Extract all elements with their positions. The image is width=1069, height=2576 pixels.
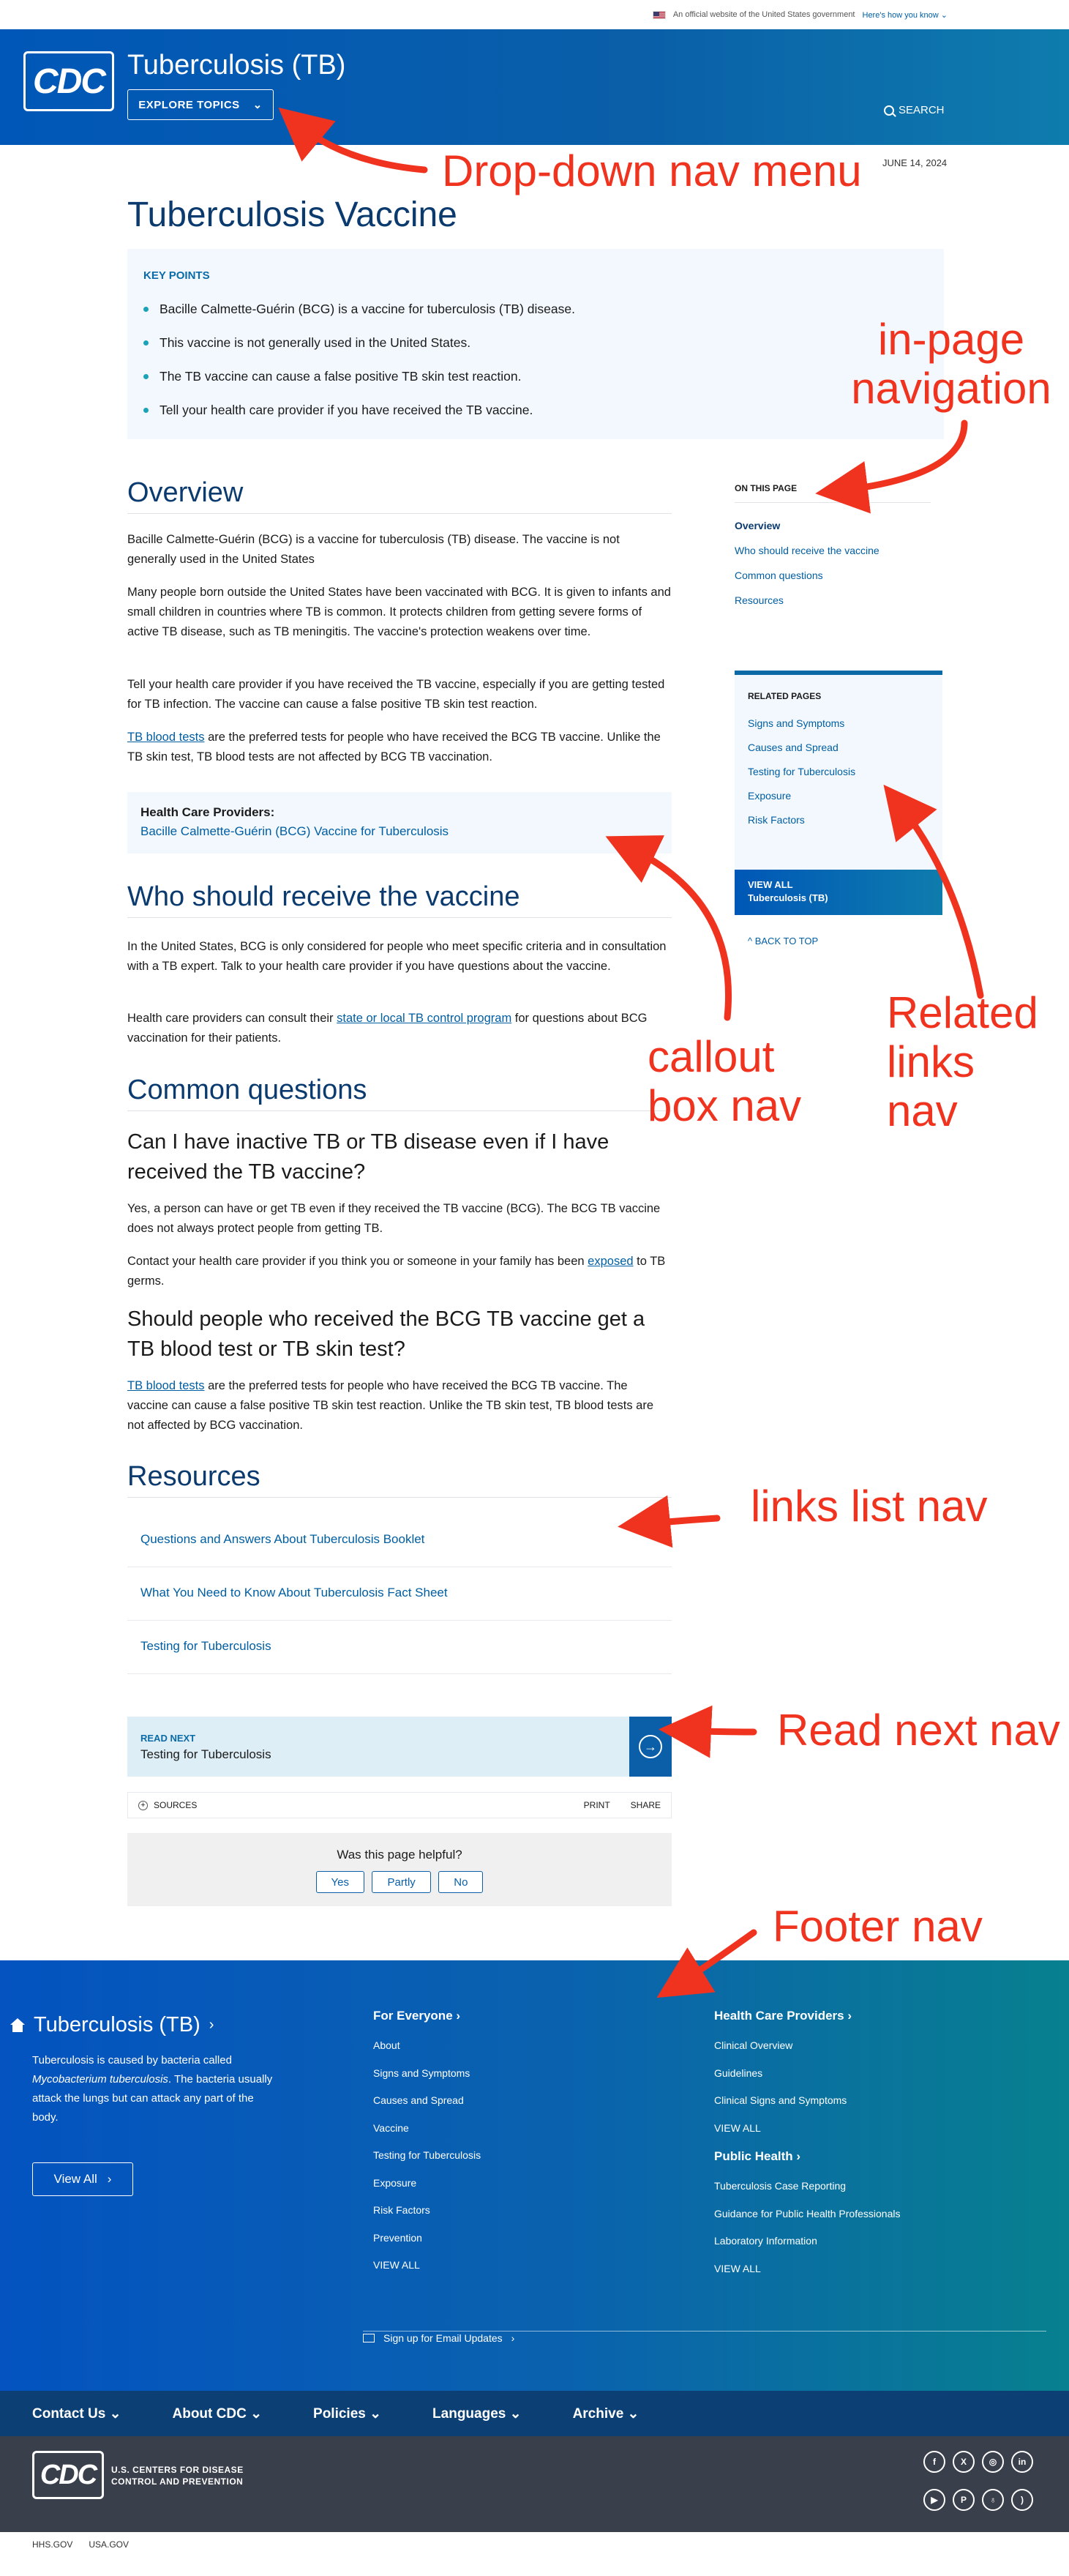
site-title[interactable]: Tuberculosis (TB) bbox=[127, 50, 346, 81]
question-1-paragraph-1: Yes, a person can have or get TB even if they received the TB vaccine (BCG). The BCG TB vaccine does not always protect people from getting TB. bbox=[127, 1202, 661, 1235]
gov-banner-text: An official website of the United States government bbox=[672, 10, 855, 19]
usa-gov-link[interactable]: USA.GOV bbox=[89, 2539, 130, 2550]
arrow-read-next bbox=[685, 1731, 754, 1732]
footer-link[interactable]: Guidelines bbox=[714, 2067, 763, 2079]
instagram-icon[interactable]: ◎ bbox=[982, 2451, 1004, 2473]
related-pages-heading: RELATED PAGES bbox=[748, 691, 822, 701]
footer-link[interactable]: Tuberculosis Case Reporting bbox=[714, 2180, 847, 2192]
footer-hcp-heading[interactable]: Health Care Providers › bbox=[714, 2009, 852, 2023]
footer-link[interactable]: Clinical Overview bbox=[714, 2039, 793, 2051]
common-questions-heading: Common questions bbox=[127, 1075, 672, 1111]
on-this-page-nav bbox=[735, 483, 931, 613]
overview-paragraph-2: Many people born outside the United States have been vaccinated with BCG. It is given to infants and small children in countries where TB is common. It protects children from getting severe forms of active TB disease, such as TB meningitis. The vaccine's protection weakens over time. bbox=[127, 586, 671, 638]
footer-link[interactable]: Testing for Tuberculosis bbox=[373, 2149, 481, 2161]
share-button[interactable]: SHARE bbox=[630, 1800, 661, 1810]
footer-nav-contact[interactable]: Contact Us ⌄ bbox=[32, 2405, 121, 2422]
arrow-right-circle-icon: → bbox=[639, 1735, 662, 1758]
home-icon bbox=[10, 2018, 25, 2033]
annotation-footer: Footer nav bbox=[773, 1902, 983, 1951]
footer-col-everyone bbox=[373, 2009, 481, 2280]
arrow-callout bbox=[629, 848, 729, 1018]
exposed-link[interactable]: exposed bbox=[588, 1255, 634, 1268]
related-link-testing[interactable]: Testing for Tuberculosis bbox=[748, 766, 856, 777]
site-header bbox=[0, 29, 1069, 145]
annotation-links-list: links list nav bbox=[751, 1482, 988, 1531]
on-this-page-heading: ON THIS PAGE bbox=[735, 483, 931, 503]
annotation-inpage: in-page navigation bbox=[851, 315, 1051, 414]
footer-main bbox=[0, 1960, 1069, 2391]
footer-link[interactable]: Signs and Symptoms bbox=[373, 2067, 470, 2079]
overview-heading: Overview bbox=[127, 477, 672, 514]
youtube-icon[interactable]: ▶ bbox=[923, 2489, 945, 2511]
annotation-read-next: Read next nav bbox=[777, 1706, 1060, 1755]
read-next-button[interactable] bbox=[629, 1717, 672, 1777]
read-next-title: Testing for Tuberculosis bbox=[140, 1747, 271, 1761]
question-2-paragraph: TB blood tests are the preferred tests for people who have received the BCG TB vaccine. The vaccine can cause a false positive TB skin test reaction. Unlike the TB skin test, TB blood tests are not affected by BCG vaccination. bbox=[127, 1379, 654, 1432]
resource-link-testing[interactable]: Testing for Tuberculosis bbox=[127, 1621, 672, 1674]
page-date: JUNE 14, 2024 bbox=[882, 157, 948, 168]
x-icon[interactable]: X bbox=[953, 2451, 975, 2473]
footer-link[interactable]: Prevention bbox=[373, 2231, 422, 2244]
footer-bottom-links bbox=[0, 2532, 1069, 2576]
who-heading: Who should receive the vaccine bbox=[127, 881, 672, 918]
annotation-callout: callout box nav bbox=[648, 1032, 802, 1131]
toc-link-common[interactable]: Common questions bbox=[735, 570, 823, 581]
annotation-dropdown: Drop-down nav menu bbox=[442, 146, 862, 195]
key-point-item: This vaccine is not generally used in the United States. bbox=[143, 326, 928, 359]
overview-paragraph-4: TB blood tests are the preferred tests for people who have received the BCG TB vaccine. Unlike the TB skin test, TB blood tests are not affected by BCG TB vaccination. bbox=[127, 731, 661, 764]
key-points-heading: KEY POINTS bbox=[143, 269, 210, 282]
footer-link-view-all[interactable]: VIEW ALL bbox=[714, 2121, 761, 2134]
gov-banner bbox=[0, 0, 1069, 29]
sources-toggle[interactable]: + SOURCES bbox=[138, 1800, 563, 1810]
footer-nav-about[interactable]: About CDC ⌄ bbox=[172, 2405, 263, 2422]
utility-bar bbox=[127, 1792, 672, 1818]
callout-box bbox=[127, 792, 672, 854]
chevron-right-icon: › bbox=[511, 2332, 515, 2344]
back-to-top-link[interactable]: ^ BACK TO TOP bbox=[748, 936, 819, 947]
related-view-all-button[interactable]: VIEW ALL Tuberculosis (TB) bbox=[735, 870, 942, 915]
plus-icon: + bbox=[138, 1801, 148, 1810]
toc-link-who[interactable]: Who should receive the vaccine bbox=[735, 545, 879, 556]
footer-nav-languages[interactable]: Languages ⌄ bbox=[432, 2405, 522, 2422]
feedback-question: Was this page helpful? bbox=[337, 1848, 462, 1862]
footer-link[interactable]: Risk Factors bbox=[373, 2204, 430, 2216]
key-point-item: Tell your health care provider if you have received the TB vaccine. bbox=[143, 393, 928, 427]
chevron-right-icon: › bbox=[107, 2172, 112, 2186]
linkedin-icon[interactable]: in bbox=[1011, 2451, 1033, 2473]
footer-nav-policies[interactable]: Policies ⌄ bbox=[313, 2405, 382, 2422]
footer-link[interactable]: Guidance for Public Health Professionals bbox=[714, 2207, 901, 2220]
who-paragraph-2: Health care providers can consult their state or local TB control program for questions about BCG vaccination for their patients. bbox=[127, 1012, 648, 1045]
feedback-yes-button[interactable]: Yes bbox=[316, 1871, 364, 1893]
footer-link[interactable]: About bbox=[373, 2039, 400, 2051]
footer-cdc-logo[interactable]: CDC bbox=[32, 2451, 104, 2499]
us-flag-icon bbox=[653, 11, 666, 19]
chevron-down-icon: ⌄ bbox=[252, 99, 263, 111]
search-icon bbox=[884, 105, 894, 116]
key-point-item: The TB vaccine can cause a false positive TB skin test reaction. bbox=[143, 359, 928, 393]
resource-link-booklet[interactable]: Questions and Answers About Tuberculosis Booklet bbox=[127, 1515, 672, 1567]
read-next-label: READ NEXT bbox=[140, 1733, 196, 1744]
toc-link-resources[interactable]: Resources bbox=[735, 594, 784, 606]
footer-link-view-all[interactable]: VIEW ALL bbox=[714, 2262, 761, 2274]
pinterest-icon[interactable]: P bbox=[953, 2489, 975, 2511]
footer-divider bbox=[363, 2331, 1046, 2332]
footer-link[interactable]: Vaccine bbox=[373, 2121, 409, 2134]
footer-view-all-button[interactable]: View All › bbox=[32, 2162, 133, 2196]
annotation-related: Related links nav bbox=[887, 988, 1038, 1136]
key-points-box bbox=[127, 249, 944, 439]
footer-agency-name: U.S. CENTERS FOR DISEASE CONTROL AND PREVENTION bbox=[111, 2465, 244, 2487]
footer-link[interactable]: Causes and Spread bbox=[373, 2094, 464, 2106]
footer-everyone-heading[interactable]: For Everyone › bbox=[373, 2009, 461, 2023]
related-pages-box bbox=[735, 671, 942, 915]
feedback-no-button[interactable]: No bbox=[438, 1871, 483, 1893]
related-link-risk[interactable]: Risk Factors bbox=[748, 814, 805, 826]
resource-link-fact-sheet[interactable]: What You Need to Know About Tuberculosis Fact Sheet bbox=[127, 1568, 672, 1621]
overview-paragraph-3: Tell your health care provider if you have received the TB vaccine, especially if you are getting tested for TB infection. The vaccine can cause a false positive TB skin test reaction. bbox=[127, 678, 665, 711]
footer-link[interactable]: Clinical Signs and Symptoms bbox=[714, 2094, 847, 2106]
footer-public-health-heading[interactable]: Public Health › bbox=[714, 2149, 801, 2163]
question-2-heading: Should people who received the BCG TB vaccine get a TB blood test or TB skin test? bbox=[127, 1307, 645, 1361]
overview-paragraph-1: Bacille Calmette-Guérin (BCG) is a vaccine for tuberculosis (TB) disease. The vaccine is not generally used in the United States bbox=[127, 533, 620, 566]
toc-link-overview[interactable]: Overview bbox=[735, 520, 781, 531]
tb-blood-tests-link[interactable]: TB blood tests bbox=[127, 731, 205, 744]
facebook-icon[interactable]: f bbox=[923, 2451, 945, 2473]
envelope-icon bbox=[363, 2334, 375, 2342]
callout-link[interactable]: Bacille Calmette-Guérin (BCG) Vaccine for Tuberculosis bbox=[140, 824, 449, 838]
read-next-card[interactable] bbox=[127, 1717, 672, 1777]
footer-link[interactable]: Exposure bbox=[373, 2176, 417, 2189]
footer-nav-bar bbox=[0, 2391, 1069, 2436]
footer-link-view-all[interactable]: VIEW ALL bbox=[373, 2259, 420, 2271]
related-link-signs[interactable]: Signs and Symptoms bbox=[748, 717, 845, 729]
snapchat-icon[interactable]: ♁ bbox=[982, 2489, 1004, 2511]
who-paragraph-1: In the United States, BCG is only considered for people who meet specific criteria and in consultation with a TB expert. Talk to your health care provider if you have questions about the vaccine. bbox=[127, 940, 667, 973]
feedback-partly-button[interactable]: Partly bbox=[372, 1871, 430, 1893]
tb-control-program-link[interactable]: state or local TB control program bbox=[337, 1012, 512, 1025]
footer-link[interactable]: Laboratory Information bbox=[714, 2235, 817, 2247]
key-point-item: Bacille Calmette-Guérin (BCG) is a vaccine for tuberculosis (TB) disease. bbox=[143, 292, 928, 326]
footer-title[interactable]: Tuberculosis (TB) › bbox=[10, 2013, 214, 2037]
email-updates-link[interactable]: Sign up for Email Updates › bbox=[363, 2332, 514, 2344]
print-button[interactable]: PRINT bbox=[583, 1800, 610, 1810]
resources-heading: Resources bbox=[127, 1461, 672, 1498]
chevron-right-icon: › bbox=[209, 2017, 214, 2033]
explore-topics-label: EXPLORE TOPICS bbox=[138, 98, 240, 111]
related-link-causes[interactable]: Causes and Spread bbox=[748, 742, 839, 753]
explore-topics-button[interactable] bbox=[127, 89, 274, 120]
cdc-logo[interactable]: CDC bbox=[23, 51, 114, 111]
feedback-box bbox=[127, 1833, 672, 1906]
page-title: Tuberculosis Vaccine bbox=[127, 195, 457, 234]
related-link-exposure[interactable]: Exposure bbox=[748, 790, 792, 802]
heres-how-you-know-link[interactable]: Here's how you know ⌄ bbox=[862, 10, 948, 20]
question-1-heading: Can I have inactive TB or TB disease even if I have received the TB vaccine? bbox=[127, 1130, 609, 1184]
tb-blood-tests-link-2[interactable]: TB blood tests bbox=[127, 1379, 205, 1392]
hhs-gov-link[interactable]: HHS.GOV bbox=[32, 2539, 73, 2550]
footer-bottom bbox=[0, 2436, 1069, 2532]
footer-description: Tuberculosis is caused by bacteria called Mycobacterium tuberculosis. The bacteria usually attack the lungs but can attack any part of the body. bbox=[32, 2054, 273, 2124]
search-button[interactable] bbox=[884, 104, 945, 116]
callout-label: Health Care Providers: bbox=[140, 805, 275, 819]
rss-icon[interactable]: ) bbox=[1011, 2489, 1033, 2511]
footer-nav-archive[interactable]: Archive ⌄ bbox=[572, 2405, 639, 2422]
search-label: SEARCH bbox=[899, 104, 945, 116]
question-1-paragraph-2: Contact your health care provider if you think you or someone in your family has been exposed to TB germs. bbox=[127, 1255, 666, 1288]
footer-col-hcp bbox=[714, 2009, 900, 2282]
